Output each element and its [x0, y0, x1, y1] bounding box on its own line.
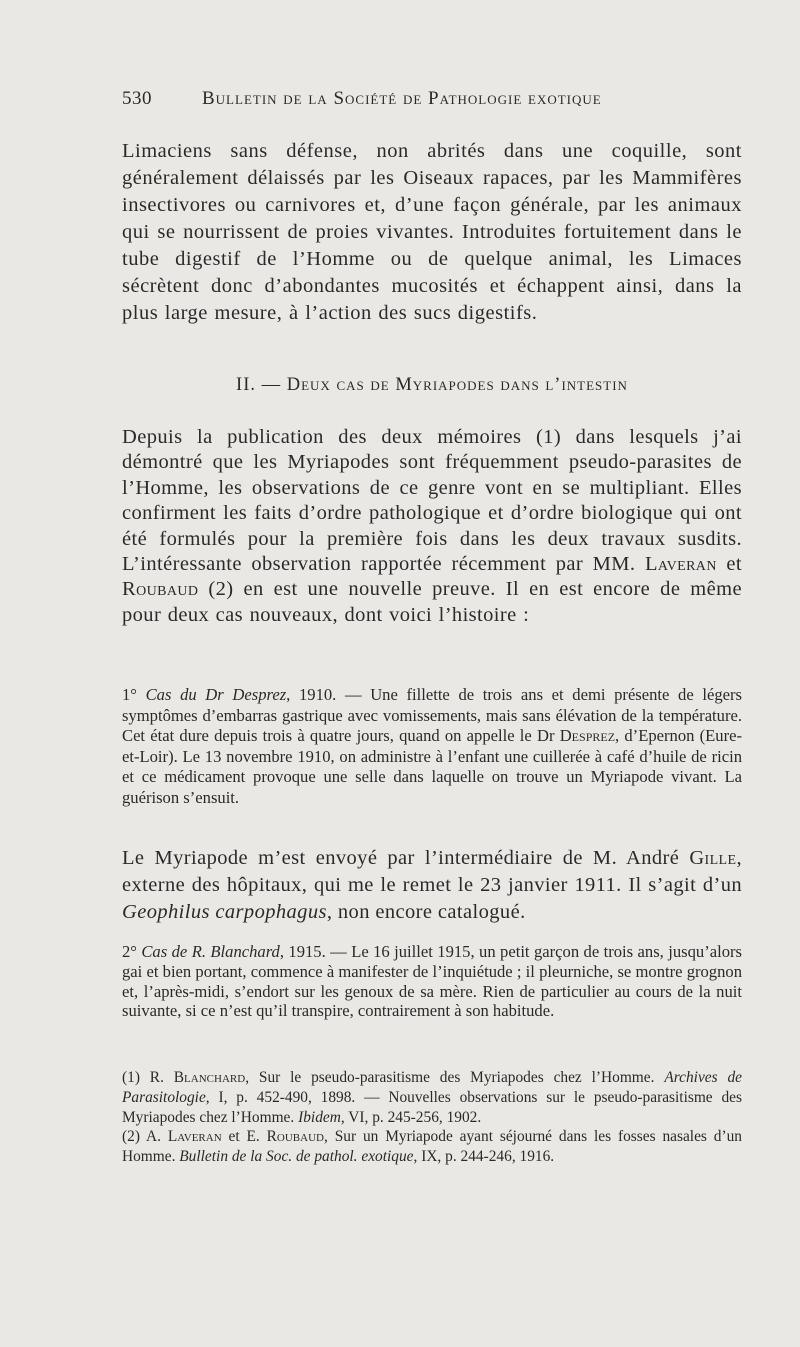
page-number: 530	[122, 88, 152, 109]
para3-text-before: Le Myriapode m’est envoyé par l’intermédiaire de M. André	[122, 847, 690, 869]
fn1-text-c: , VI, p. 245-256, 1902.	[340, 1108, 482, 1126]
author-roubaud: Roubaud	[122, 578, 199, 601]
case1-name: Desprez	[559, 726, 616, 745]
fn2-text-b: , IX, p. 244-246, 1916.	[413, 1148, 555, 1166]
name-gille: Gille	[689, 847, 737, 869]
fn1-label: (1) R.	[122, 1069, 174, 1086]
case-blanchard	[122, 942, 742, 1021]
paragraph-limaciens: Limaciens sans défense, non abrités dans une coquille, sont généralement délaissés par les Oiseaux rapaces, par les Mammifères insectivores ou carnivores et, d’une façon générale, par les animaux qui se nourrissent de proies vivantes. Introduites fortuitement dans le tube digestif de l’Homme ou de quelque animal, les Limaces sécrètent donc d’abondantes mucosités et échappent ainsi, dans la plus large mesure, à l’action des sucs digestifs.	[122, 140, 742, 324]
section-title: II. — Deux cas de Myriapodes dans l’intestin	[236, 375, 628, 395]
running-title: Bulletin de la Société de Pathologie exotique	[202, 88, 602, 109]
fn2-mid: et E.	[221, 1128, 267, 1146]
para2-text-after: (2) en est une nouvelle preuve. Il en est encore de même pour deux cas nouveaux, dont voici l’histoire :	[122, 578, 742, 626]
case2-label: 2°	[122, 942, 142, 961]
fn2-journal: Bulletin de la Soc. de pathol. exotique	[179, 1148, 414, 1166]
fn2-author2: Roubaud	[266, 1128, 324, 1146]
footnote-2	[122, 1127, 742, 1167]
para2-text-mid: et	[716, 553, 742, 576]
case1-label: 1°	[122, 685, 146, 704]
author-laveran: Laveran	[644, 553, 717, 576]
fn1-text-b: , I, p. 452-490, 1898. — Nouvelles observations sur le pseudo-parasitisme des Myriapodes chez l’Homme.	[122, 1088, 742, 1126]
para2-text-before: Depuis la publication des deux mémoires (1) dans lesquels j’ai démontré que les Myriapodes sont fréquemment pseudo-parasites de l’Homme, les observations de ce genre vont en se multipliant. Elles confirment les faits d’ordre pathologique et d’ordre biologique qui ont été formulés pour la première fois dans les deux travaux susdits. L’intéressante observation rapportée récemment par MM.	[122, 426, 742, 576]
species-name: Geophilus carpophagus	[122, 901, 327, 923]
fn2-author1: Laveran	[167, 1128, 222, 1146]
case2-text: , 1915. — Le 16 juillet 1915, un petit garçon de trois ans, jusqu’alors gai et bien portant, commence à manifester de l’inquiétude ; il pleurniche, se montre grognon et, l’après-midi, s’endort sur les genoux de sa mère. Rien de particulier au cours de la nuit suivante, si ce n’est qu’il transpire, contrairement à son habitude.	[122, 942, 742, 1021]
case1-text-a: , 1910. — Une fillette de trois ans et demi présente de légers symptômes d’embarras gastrique avec vomissements, mais sans élévation de la température. Cet état dure depuis trois à quatre jours, quand on appelle le Dr	[122, 685, 742, 745]
fn2-text-a: , Sur un Myriapode ayant séjourné dans les fosses nasales d’un Homme.	[122, 1128, 742, 1166]
fn1-ibidem: Ibidem	[298, 1108, 341, 1126]
fn1-text-a: , Sur le pseudo-parasitisme des Myriapodes chez l’Homme.	[245, 1069, 665, 1086]
paragraph-myriapodes	[122, 425, 742, 628]
case2-title: Cas de R. Blanchard	[141, 942, 280, 961]
para3-text-after: , non encore catalogué.	[326, 901, 526, 923]
case-desprez	[122, 685, 742, 808]
fn2-label: (2) A.	[122, 1128, 168, 1146]
fn1-journal: Archives de Parasitologie	[122, 1069, 742, 1106]
footnote-1	[122, 1068, 742, 1127]
paragraph-geophilus	[122, 845, 742, 926]
footnotes	[122, 1068, 742, 1167]
fn1-author: Blanchard	[173, 1069, 246, 1086]
case1-title: Cas du Dr Desprez	[145, 685, 287, 704]
para3-text-mid: , externe des hôpitaux, qui me le remet le 23 janvier 1911. Il s’agit d’un	[122, 847, 742, 896]
case1-text-b: , d’Epernon (Eure-et-Loir). Le 13 novembre 1910, on administre à l’enfant une cuillerée à café d’huile de ricin et ce médicament provoque une selle dans laquelle on trouve un Myriapode vivant. La guérison s’ensuit.	[122, 726, 743, 807]
